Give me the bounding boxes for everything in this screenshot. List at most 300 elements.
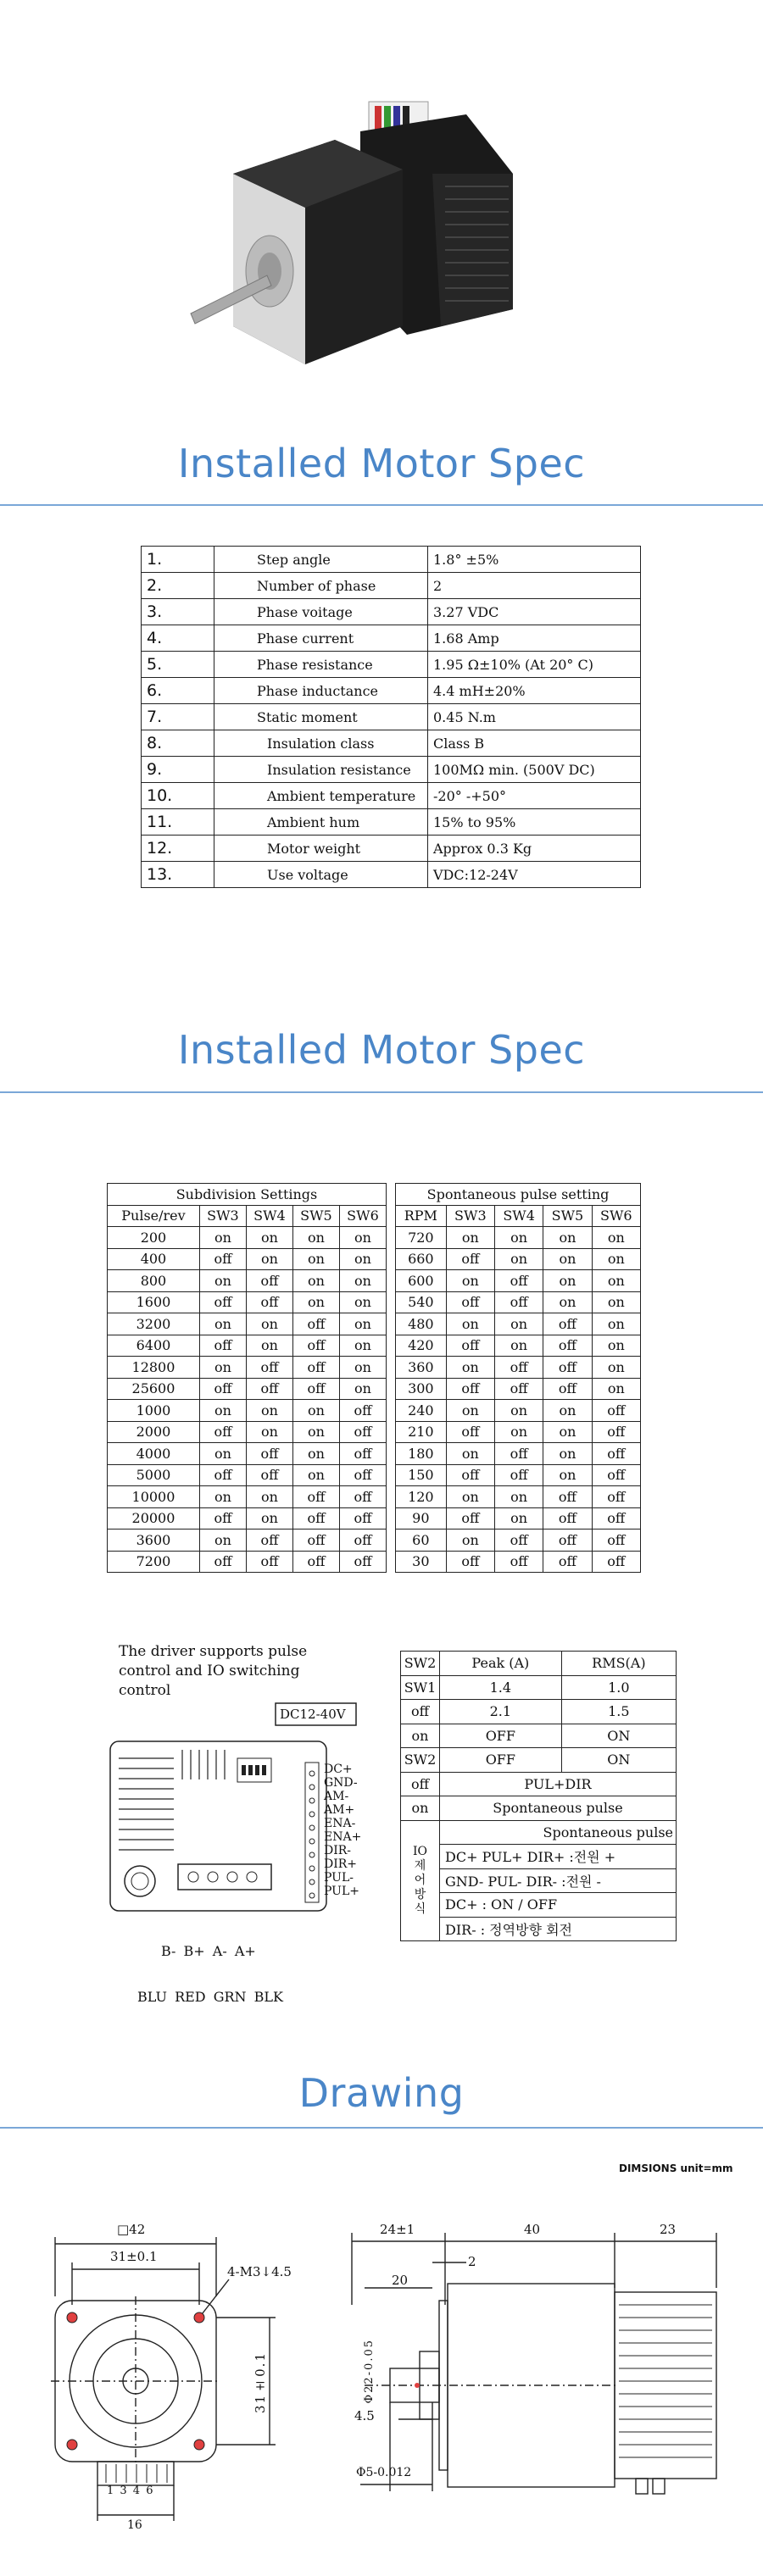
table-row [108, 1551, 387, 1573]
spec-row [142, 652, 641, 678]
column-header: SW6 [339, 1205, 386, 1227]
driver-voltage-label: DC12-40V [280, 1707, 346, 1722]
spec-row [142, 625, 641, 652]
table-cell: off [339, 1400, 386, 1422]
dim-connector-width: 16 [127, 2518, 142, 2532]
table-cell: on [494, 1507, 543, 1530]
spontaneous-title: Spontaneous pulse setting [396, 1184, 641, 1206]
table-cell: off [292, 1378, 339, 1400]
table-cell: off [246, 1530, 292, 1552]
table-cell: off [592, 1464, 640, 1486]
io-control-label: IO 제어방식 [401, 1820, 440, 1941]
table-cell: 540 [396, 1291, 447, 1313]
table-row [396, 1291, 641, 1313]
driver-pin-label: GND- [324, 1776, 358, 1790]
table-row [401, 1845, 677, 1869]
table-cell: on [543, 1227, 592, 1249]
table-row [396, 1400, 641, 1422]
dim-hole-spacing-top: 31±0.1 [110, 2249, 158, 2264]
table-cell: off [339, 1486, 386, 1508]
table-cell: 120 [396, 1486, 447, 1508]
table-cell: OFF [440, 1724, 562, 1748]
side-view-drawing [339, 2212, 755, 2568]
table-cell: 2.1 [440, 1700, 562, 1724]
table-cell: 180 [396, 1443, 447, 1465]
table-row [396, 1313, 641, 1335]
table-cell: on [246, 1421, 292, 1443]
table-cell: off [543, 1507, 592, 1530]
table-cell: PUL+DIR [440, 1772, 677, 1796]
table-cell: off [199, 1248, 246, 1270]
column-header: Pulse/rev [108, 1205, 200, 1227]
spec-name: Insulation resistance [214, 757, 428, 783]
table-cell: off [446, 1421, 494, 1443]
column-header: SW2 [401, 1652, 440, 1676]
spec-row [142, 862, 641, 888]
table-row [401, 1724, 677, 1748]
spec-value: VDC:12-24V [428, 862, 641, 888]
section-divider [0, 2127, 763, 2129]
table-cell: on [543, 1464, 592, 1486]
spec-number: 2. [142, 573, 214, 599]
table-cell: on [292, 1270, 339, 1292]
table-cell: 20000 [108, 1507, 200, 1530]
table-cell: on [292, 1421, 339, 1443]
dim-driver: 23 [660, 2222, 677, 2237]
table-cell: off [446, 1378, 494, 1400]
table-cell: 150 [396, 1464, 447, 1486]
table-cell: DC+ : ON / OFF [440, 1893, 677, 1918]
table-cell: 25600 [108, 1378, 200, 1400]
dimension-unit-note: DIMSIONS unit=mm [619, 2162, 733, 2174]
spec-value: 100MΩ min. (500V DC) [428, 757, 641, 783]
table-cell: off [446, 1291, 494, 1313]
table-cell: off [199, 1421, 246, 1443]
table-cell: on [339, 1248, 386, 1270]
table-cell: DIR- : 정역방향 회전 [440, 1917, 677, 1941]
table-cell: off [494, 1270, 543, 1292]
spec-number: 13. [142, 862, 214, 888]
table-cell: off [494, 1357, 543, 1379]
table-cell: off [339, 1530, 386, 1552]
table-cell: on [199, 1400, 246, 1422]
table-row [396, 1378, 641, 1400]
spec-number: 7. [142, 704, 214, 730]
driver-pin-label: AM- [324, 1790, 349, 1803]
driver-pin-label: PUL+ [324, 1885, 359, 1898]
motor-spec-table [141, 546, 641, 888]
table-cell: 400 [108, 1248, 200, 1270]
table-cell: 2000 [108, 1421, 200, 1443]
spec-value: -20° -+50° [428, 783, 641, 809]
table-cell: Spontaneous pulse [440, 1796, 677, 1821]
table-header-row [401, 1652, 677, 1676]
table-cell: on [199, 1443, 246, 1465]
table-cell: 1600 [108, 1291, 200, 1313]
table-cell: off [246, 1291, 292, 1313]
table-row [108, 1335, 387, 1357]
table-row [396, 1335, 641, 1357]
table-cell: 4000 [108, 1443, 200, 1465]
table-cell: ON [561, 1724, 676, 1748]
table-row [396, 1507, 641, 1530]
spec-row [142, 599, 641, 625]
column-header: SW3 [199, 1205, 246, 1227]
table-cell: off [292, 1530, 339, 1552]
spec-row [142, 704, 641, 730]
table-cell: 12800 [108, 1357, 200, 1379]
table-row [396, 1486, 641, 1508]
table-cell: 210 [396, 1421, 447, 1443]
spec-number: 3. [142, 599, 214, 625]
column-header: RMS(A) [561, 1652, 676, 1676]
table-cell: off [494, 1443, 543, 1465]
table-cell: off [199, 1551, 246, 1573]
table-cell: on [494, 1248, 543, 1270]
table-cell: SW2 [401, 1748, 440, 1773]
table-cell: on [494, 1313, 543, 1335]
table-cell: off [292, 1486, 339, 1508]
table-cell: 720 [396, 1227, 447, 1249]
table-row [401, 1772, 677, 1796]
table-cell: on [339, 1335, 386, 1357]
table-cell: on [494, 1227, 543, 1249]
table-cell: on [401, 1724, 440, 1748]
driver-pin-label: DIR- [324, 1844, 352, 1857]
spec-value: 2 [428, 573, 641, 599]
table-cell: on [592, 1335, 640, 1357]
table-cell: off [292, 1551, 339, 1573]
table-cell: off [199, 1335, 246, 1357]
driver-pin-label: DC+ [324, 1763, 353, 1776]
table-cell: off [446, 1248, 494, 1270]
table-cell: on [543, 1291, 592, 1313]
table-cell: off [292, 1335, 339, 1357]
table-cell: off [592, 1530, 640, 1552]
table-row [401, 1748, 677, 1773]
table-cell: on [199, 1530, 246, 1552]
section-title-motor-spec: Installed Motor Spec [177, 441, 586, 486]
spec-row [142, 783, 641, 809]
column-header: RPM [396, 1205, 447, 1227]
table-cell: on [592, 1313, 640, 1335]
table-cell: on [292, 1464, 339, 1486]
table-cell: off [246, 1551, 292, 1573]
table-cell: on [592, 1227, 640, 1249]
table-cell: on [494, 1400, 543, 1422]
table-cell: ON [561, 1748, 676, 1773]
table-cell: on [292, 1227, 339, 1249]
table-cell: off [199, 1378, 246, 1400]
dim-hole-spacing-side: 31±0.1 [253, 2351, 268, 2413]
table-cell: off [292, 1357, 339, 1379]
table-cell: 30 [396, 1551, 447, 1573]
table-cell: on [339, 1270, 386, 1292]
table-cell: on [592, 1270, 640, 1292]
spec-number: 4. [142, 625, 214, 652]
spec-name: Phase resistance [214, 652, 428, 678]
table-cell: on [246, 1313, 292, 1335]
table-cell: off [246, 1443, 292, 1465]
table-cell: 420 [396, 1335, 447, 1357]
section-title-motor-spec-2: Installed Motor Spec [177, 1027, 586, 1073]
table-row [401, 1675, 677, 1700]
table-cell: 1000 [108, 1400, 200, 1422]
table-cell: off [543, 1551, 592, 1573]
table-cell: 3200 [108, 1313, 200, 1335]
spec-value: 3.27 VDC [428, 599, 641, 625]
table-cell: off [199, 1464, 246, 1486]
table-cell: on [199, 1357, 246, 1379]
table-cell: on [292, 1248, 339, 1270]
table-cell: on [592, 1357, 640, 1379]
dim-shaft-length: 20 [392, 2273, 409, 2288]
table-cell: on [246, 1400, 292, 1422]
driver-pin-labels [324, 1763, 361, 1898]
table-cell: off [339, 1421, 386, 1443]
table-cell: off [292, 1313, 339, 1335]
table-cell: off [543, 1357, 592, 1379]
table-cell: 3600 [108, 1530, 200, 1552]
table-cell: on [543, 1443, 592, 1465]
spec-row [142, 757, 641, 783]
table-cell: off [543, 1530, 592, 1552]
front-view-drawing [34, 2212, 314, 2568]
table-cell: off [339, 1507, 386, 1530]
table-cell: 600 [396, 1270, 447, 1292]
current-io-table [400, 1651, 677, 1941]
table-cell: on [292, 1291, 339, 1313]
table-cell: on [339, 1291, 386, 1313]
spec-number: 1. [142, 547, 214, 573]
driver-pin-label: DIR+ [324, 1857, 358, 1871]
driver-pin-label: ENA+ [324, 1830, 362, 1844]
driver-description: The driver supports pulse control and IO switching control [119, 1643, 308, 1699]
table-cell: on [446, 1270, 494, 1292]
table-row [108, 1248, 387, 1270]
driver-pin-label: AM+ [324, 1803, 355, 1817]
table-cell: Spontaneous pulse [440, 1820, 677, 1845]
table-cell: on [246, 1335, 292, 1357]
table-row [396, 1443, 641, 1465]
spec-number: 11. [142, 809, 214, 836]
table-cell: off [592, 1551, 640, 1573]
table-cell: on [199, 1486, 246, 1508]
table-cell: on [246, 1227, 292, 1249]
table-cell: off [339, 1551, 386, 1573]
table-row [401, 1893, 677, 1918]
column-header: SW6 [592, 1205, 640, 1227]
spec-value: 0.45 N.m [428, 704, 641, 730]
table-row [108, 1357, 387, 1379]
table-cell: off [592, 1421, 640, 1443]
table-cell: off [494, 1530, 543, 1552]
table-cell: on [199, 1270, 246, 1292]
column-header: SW4 [494, 1205, 543, 1227]
table-cell: on [246, 1486, 292, 1508]
table-row [401, 1796, 677, 1821]
table-cell: on [292, 1443, 339, 1465]
table-cell: on [446, 1227, 494, 1249]
spec-name: Step angle [214, 547, 428, 573]
table-row [108, 1486, 387, 1508]
table-cell: off [494, 1378, 543, 1400]
spec-number: 8. [142, 730, 214, 757]
table-row [401, 1700, 677, 1724]
spec-row [142, 809, 641, 836]
table-row [396, 1227, 641, 1249]
table-cell: on [592, 1248, 640, 1270]
spec-number: 6. [142, 678, 214, 704]
spec-name: Phase voitage [214, 599, 428, 625]
table-cell: on [543, 1400, 592, 1422]
table-cell: 240 [396, 1400, 447, 1422]
dim-step: 2 [468, 2254, 476, 2269]
spec-name: Number of phase [214, 573, 428, 599]
table-row [396, 1464, 641, 1486]
dim-flat: 4.5 [354, 2408, 375, 2423]
table-cell: on [543, 1270, 592, 1292]
table-cell: 60 [396, 1530, 447, 1552]
table-cell: on [592, 1291, 640, 1313]
table-cell: on [292, 1400, 339, 1422]
table-row [108, 1313, 387, 1335]
table-row [108, 1421, 387, 1443]
spec-number: 12. [142, 836, 214, 862]
spec-value: 15% to 95% [428, 809, 641, 836]
column-header: SW5 [292, 1205, 339, 1227]
table-cell: 6400 [108, 1335, 200, 1357]
spec-row [142, 547, 641, 573]
driver-pin-label: ENA- [324, 1817, 356, 1830]
spec-name: Phase current [214, 625, 428, 652]
table-row [108, 1464, 387, 1486]
table-row [108, 1530, 387, 1552]
spec-value: 4.4 mH±20% [428, 678, 641, 704]
table-row [401, 1820, 677, 1845]
table-cell: off [494, 1291, 543, 1313]
table-cell: off [339, 1464, 386, 1486]
dim-square: □42 [117, 2222, 146, 2237]
section-divider [0, 504, 763, 506]
table-cell: on [199, 1313, 246, 1335]
table-cell: on [401, 1796, 440, 1821]
table-cell: on [543, 1248, 592, 1270]
column-header: SW4 [246, 1205, 292, 1227]
spec-value: Class B [428, 730, 641, 757]
table-row [108, 1443, 387, 1465]
table-cell: off [592, 1486, 640, 1508]
section-divider [0, 1091, 763, 1093]
table-cell: off [401, 1700, 440, 1724]
table-cell: off [401, 1772, 440, 1796]
table-cell: 1.0 [561, 1675, 676, 1700]
spec-number: 5. [142, 652, 214, 678]
table-cell: 480 [396, 1313, 447, 1335]
table-cell: 800 [108, 1270, 200, 1292]
table-row [108, 1270, 387, 1292]
table-row [108, 1291, 387, 1313]
spec-row [142, 836, 641, 862]
table-cell: DC+ PUL+ DIR+ :전원 + [440, 1845, 677, 1869]
table-cell: 1.4 [440, 1675, 562, 1700]
table-cell: off [446, 1464, 494, 1486]
table-cell: off [543, 1378, 592, 1400]
table-cell: on [246, 1248, 292, 1270]
table-cell: off [543, 1313, 592, 1335]
table-cell: on [446, 1313, 494, 1335]
table-cell: on [339, 1227, 386, 1249]
table-row [396, 1530, 641, 1552]
motor-product-image [187, 80, 543, 386]
table-cell: GND- PUL- DIR- :전원 - [440, 1868, 677, 1893]
subdivision-title: Subdivision Settings [108, 1184, 387, 1206]
table-cell: off [292, 1507, 339, 1530]
spec-name: Ambient hum [214, 809, 428, 836]
driver-wiring-diagram [102, 1699, 382, 1936]
motor-pin-labels: B- B+ A- A+ [161, 1943, 256, 1959]
table-row [401, 1917, 677, 1941]
table-cell: 300 [396, 1378, 447, 1400]
table-cell: 10000 [108, 1486, 200, 1508]
spec-row [142, 730, 641, 757]
table-cell: on [446, 1486, 494, 1508]
spec-name: Ambient temperature [214, 783, 428, 809]
subdivision-settings-table [107, 1183, 387, 1573]
table-cell: off [246, 1464, 292, 1486]
table-cell: 90 [396, 1507, 447, 1530]
table-cell: OFF [440, 1748, 562, 1773]
table-cell: off [494, 1464, 543, 1486]
section-title-drawing: Drawing [298, 2070, 465, 2116]
table-cell: on [339, 1357, 386, 1379]
spec-name: Phase inductance [214, 678, 428, 704]
table-cell: on [494, 1486, 543, 1508]
table-row [396, 1248, 641, 1270]
table-cell: on [592, 1378, 640, 1400]
table-row [396, 1270, 641, 1292]
table-cell: on [339, 1378, 386, 1400]
column-header: SW5 [543, 1205, 592, 1227]
table-cell: SW1 [401, 1675, 440, 1700]
spec-row [142, 678, 641, 704]
table-cell: off [592, 1443, 640, 1465]
table-cell: on [494, 1335, 543, 1357]
table-cell: off [246, 1270, 292, 1292]
table-cell: off [592, 1507, 640, 1530]
table-row [396, 1421, 641, 1443]
table-cell: on [543, 1421, 592, 1443]
table-cell: on [446, 1530, 494, 1552]
dim-screw: 4-M3↓4.5 [227, 2264, 292, 2279]
spec-value: 1.8° ±5% [428, 547, 641, 573]
table-cell: off [446, 1507, 494, 1530]
wire-color-labels: BLU RED GRN BLK [137, 1989, 283, 2005]
table-cell: 360 [396, 1357, 447, 1379]
spec-name: Insulation class [214, 730, 428, 757]
table-row [108, 1400, 387, 1422]
spec-row [142, 573, 641, 599]
table-row [108, 1378, 387, 1400]
table-row [396, 1551, 641, 1573]
spec-value: 1.68 Amp [428, 625, 641, 652]
spec-name: Static moment [214, 704, 428, 730]
table-cell: off [543, 1335, 592, 1357]
table-cell: 5000 [108, 1464, 200, 1486]
table-cell: 1.5 [561, 1700, 676, 1724]
dim-shaft-diameter: Φ5-0.012 [356, 2466, 412, 2479]
dim-flange: 24±1 [380, 2222, 415, 2237]
